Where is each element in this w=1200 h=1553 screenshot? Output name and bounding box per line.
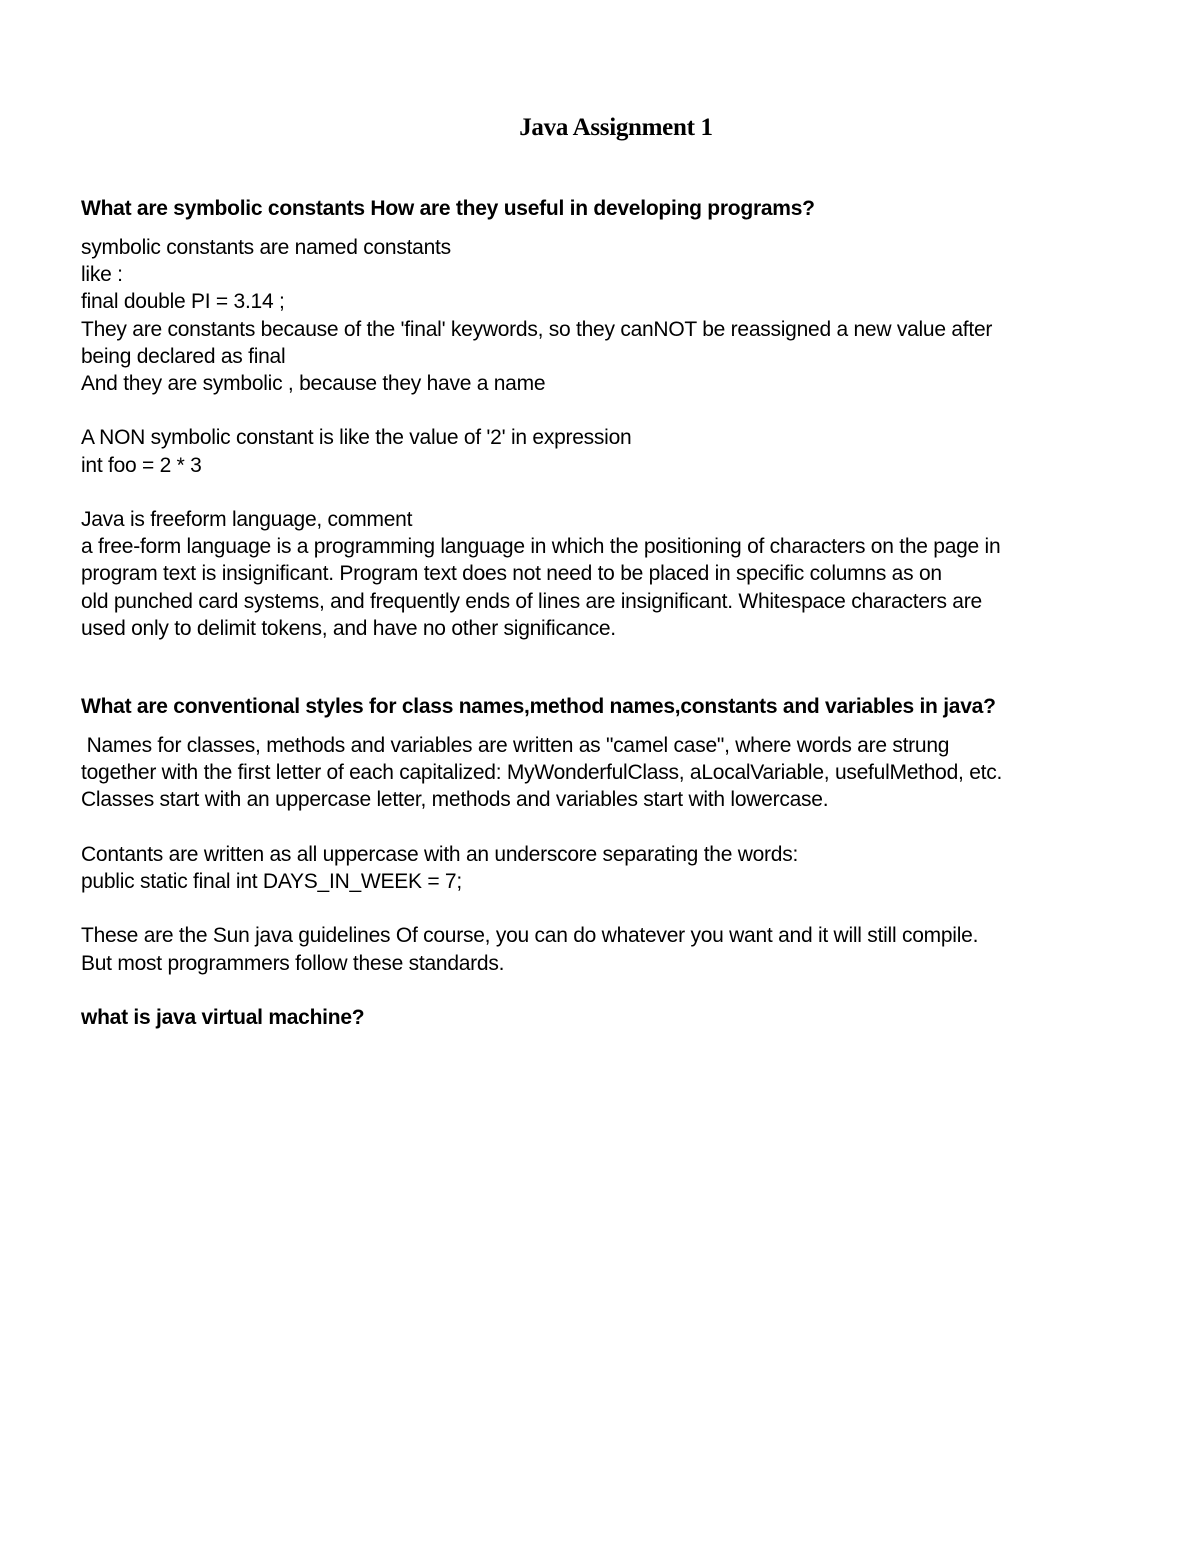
document-title: Java Assignment 1 bbox=[519, 114, 713, 141]
answer-block-2 bbox=[81, 732, 1161, 977]
answer-line: symbolic constants are named constants bbox=[81, 236, 451, 259]
answer-line: But most programmers follow these standards. bbox=[81, 951, 505, 975]
answer-line: Classes start with an uppercase letter, methods and variables start with lowercase. bbox=[81, 788, 829, 812]
answer-line: These are the Sun java guidelines Of course, you can do whatever you want and it will still compile. bbox=[81, 924, 979, 948]
answer-line: int foo = 2 * 3 bbox=[81, 453, 202, 477]
answer-line: being declared as final bbox=[81, 344, 286, 368]
answer-line: Java is freeform language, comment bbox=[81, 508, 413, 531]
question-heading-2: What are conventional styles for class names,method names,constants and variables in java? bbox=[81, 695, 996, 719]
answer-line: together with the first letter of each capitalized: MyWonderfulClass, aLocalVariable, usefulMethod, etc. bbox=[81, 761, 1003, 785]
blank-line bbox=[81, 479, 1161, 506]
answer-line: program text is insignificant. Program text does not need to be placed in specific columns as on bbox=[81, 562, 942, 586]
answer-line: used only to delimit tokens, and have no other significance. bbox=[81, 616, 616, 640]
answer-line: They are constants because of the 'final' keywords, so they canNOT be reassigned a new value after bbox=[81, 317, 993, 341]
answer-block-1 bbox=[81, 234, 1161, 642]
question-heading-1: What are symbolic constants How are they useful in developing programs? bbox=[81, 197, 815, 220]
answer-line: a free-form language is a programming language in which the positioning of characters on the page in bbox=[81, 535, 1001, 559]
answer-line: And they are symbolic , because they have a name bbox=[81, 372, 546, 396]
document-body bbox=[81, 194, 1161, 1043]
answer-line: like : bbox=[81, 263, 123, 287]
blank-line bbox=[81, 397, 1161, 424]
blank-line bbox=[81, 814, 1161, 841]
answer-line: Names for classes, methods and variables are written as "camel case", where words are strung bbox=[81, 734, 950, 758]
answer-line: old punched card systems, and frequently ends of lines are insignificant. Whitespace characters are bbox=[81, 589, 982, 613]
question-heading-3: what is java virtual machine? bbox=[81, 1005, 365, 1029]
answer-line: A NON symbolic constant is like the value of '2' in expression bbox=[81, 426, 632, 450]
answer-line: Contants are written as all uppercase with an underscore separating the words: bbox=[81, 842, 799, 866]
blank-line bbox=[81, 895, 1161, 922]
answer-line: final double PI = 3.14 ; bbox=[81, 290, 285, 314]
answer-line: public static final int DAYS_IN_WEEK = 7; bbox=[81, 870, 462, 894]
